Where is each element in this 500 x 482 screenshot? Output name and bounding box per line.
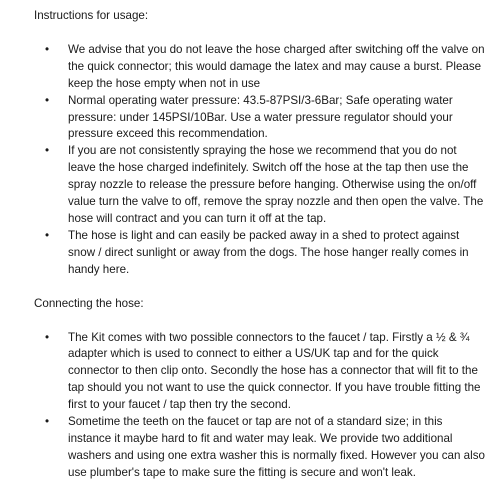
list-item	[34, 330, 486, 415]
usage-instructions-section	[34, 8, 486, 279]
list-item	[34, 228, 486, 279]
list-item-text: Sometime the teeth on the faucet or tap are not of a standard size; in this instance it maybe hard to fit and water may leak. We provide two additional washers and using one extra washer this is normally fixed. However you can also use plumber's tape to make sure the fitting is secure and won't leak.	[68, 415, 485, 479]
list-item-text: Normal operating water pressure: 43.5-87PSI/3-6Bar; Safe operating water pressure: under 145PSI/10Bar. Use a water pressure regulator should your pressure exceed this recommendation.	[68, 93, 453, 141]
list-item	[34, 42, 486, 93]
connecting-hose-heading: Connecting the hose:	[34, 296, 144, 310]
bullet-icon: •	[44, 330, 50, 344]
usage-instructions-list	[34, 42, 486, 279]
list-item-text: If you are not consistently spraying the hose we recommend that you do not leave the hose charged indefinitely. Switch off the hose at the tap then use the spray nozzle to release the pressure before hanging. Otherwise using the on/off value turn the valve to off, remove the spray nozzle and then open the valve. The hose will contract and you can turn it off at the tap.	[68, 144, 484, 225]
bullet-icon: •	[44, 42, 50, 56]
usage-instructions-heading: Instructions for usage:	[34, 9, 149, 22]
list-item-text: We advise that you do not leave the hose charged after switching off the valve on the quick connector; this would damage the latex and may cause a burst. Please keep the hose empty when not in use	[68, 42, 485, 90]
bullet-icon: •	[44, 93, 50, 107]
list-item	[34, 414, 486, 482]
connecting-hose-list	[34, 330, 486, 482]
connecting-hose-section	[34, 296, 486, 482]
list-item	[34, 93, 486, 144]
list-item	[34, 143, 486, 228]
bullet-icon: •	[44, 415, 50, 429]
bullet-icon: •	[44, 144, 50, 158]
list-item-text: The Kit comes with two possible connectors to the faucet / tap. Firstly a ½ & ¾ adapter which is used to connect to either a US/UK tap and for the quick connector to then clip onto. Secondly the hose has a connector that will fit to the tap should you not want to use the quick connector. If you have trouble fitting the first to your faucet / tap then try the second.	[68, 330, 481, 412]
list-item-text: The hose is light and can easily be packed away in a shed to protect against snow / direct sunlight or away from the dogs. The hose hanger really comes in handy here.	[68, 228, 469, 276]
bullet-icon: •	[44, 228, 50, 242]
